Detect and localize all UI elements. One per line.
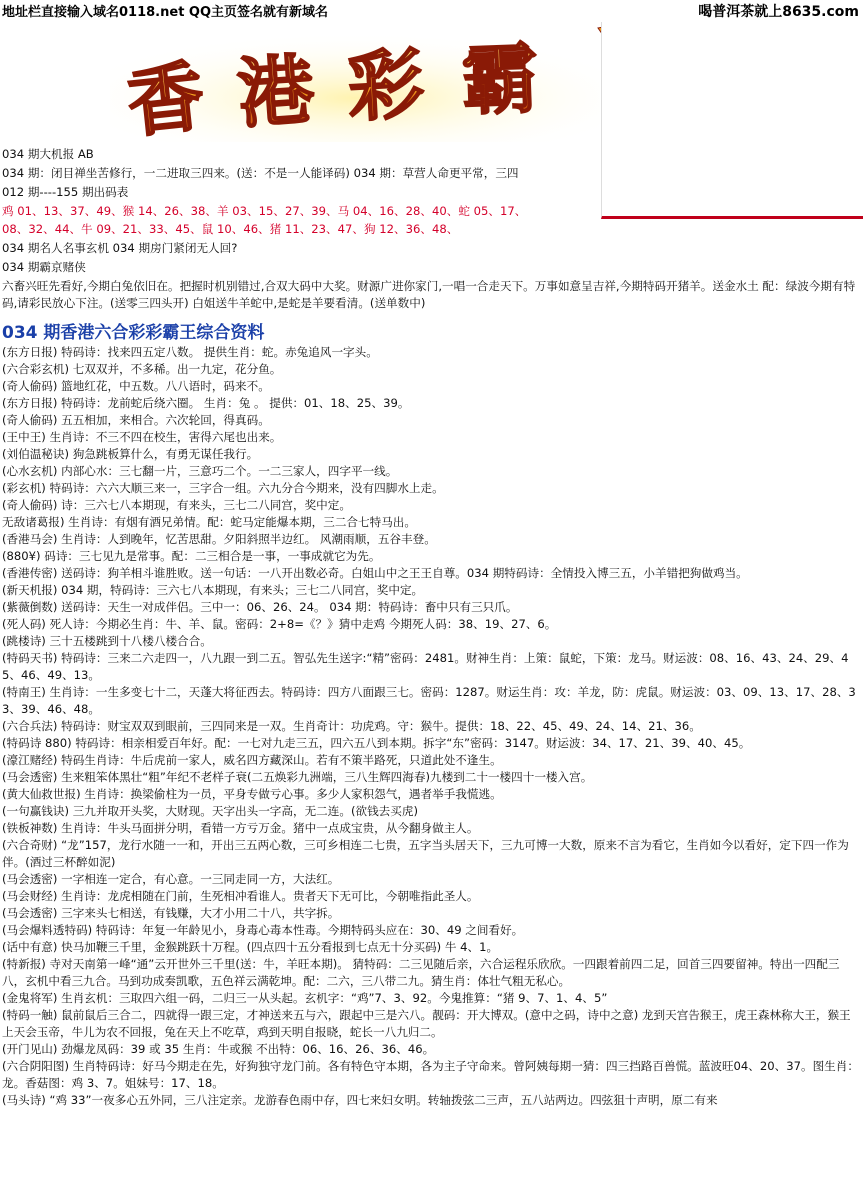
entry-source-tag: (奇人偷码) xyxy=(2,379,58,393)
banner-char-4: 霸 xyxy=(460,33,540,126)
entry-source-tag: (马会爆料透特码) xyxy=(2,923,93,937)
entry-source-tag: (特新报) xyxy=(2,957,46,971)
entry-source-tag: (880¥) xyxy=(2,549,41,563)
entry-text: 三十五楼跳到十八楼八楼合合。 xyxy=(45,634,212,648)
entry-source-tag: (跳楼诗) xyxy=(2,634,46,648)
entry-source-tag: (王中王) xyxy=(2,430,46,444)
intro-line-poem: 034 期：闭目禅坐苦修行，一二进取三四来。(送：不是一人能译码) 034 期：草营人命更平常，三四 xyxy=(2,166,519,180)
entry-item xyxy=(2,1092,861,1109)
entry-item xyxy=(2,888,861,905)
entry-text: 七双双并，不多稀。出一九定，花分鱼。 xyxy=(69,362,282,376)
entry-source-tag: (铁板神数) xyxy=(2,821,58,835)
entry-text: 生肖诗：人到晚年，忆苦思甜。夕阳斜照半边红。 风潮雨顺，五谷丰登。 xyxy=(57,532,436,546)
intro-line-mingren: 034 期名人名事玄机 034 期房门紧闭无人回? xyxy=(2,241,238,255)
entry-text: 特码诗：相亲相爱百年好。配：一七对九走三五，四六五八到本期。拆字“东”密码：3147。财运波：34、17、21、39、40、45。 xyxy=(71,736,751,750)
entry-item xyxy=(2,463,861,480)
entry-item xyxy=(2,514,861,531)
entry-item xyxy=(2,531,861,548)
intro-line-dubao: 034 期霸京赌侠 xyxy=(2,260,86,274)
entry-source-tag: (马会透密) xyxy=(2,770,58,784)
entry-source-tag: (东方日报) xyxy=(2,396,58,410)
entry-item xyxy=(2,803,861,820)
entry-source-tag: (六合兵法) xyxy=(2,719,58,733)
top-bar xyxy=(0,0,863,22)
entry-source-tag: (特码一触) xyxy=(2,1008,58,1022)
intro-red-line-2: 08、32、44、牛 09、21、33、45、鼠 10、46、猪 11、23、47、狗 12、36、48、 xyxy=(2,222,459,236)
entry-item xyxy=(2,1007,861,1041)
entry-source-tag: (特码诗 880) xyxy=(2,736,72,750)
banner-char-3: 彩 xyxy=(345,39,427,133)
entry-item xyxy=(2,599,861,616)
entry-item xyxy=(2,1041,861,1058)
banner-char-1: 香 xyxy=(123,51,209,148)
entry-item xyxy=(2,752,861,769)
entry-item xyxy=(2,939,861,956)
entry-text: 诗：三六七八本期现，有来头，三七二八同宫，奖中定。 xyxy=(57,498,351,512)
entry-source-tag: (奇人偷码) xyxy=(2,498,58,512)
entry-item xyxy=(2,837,861,871)
entry-text: 寺对天南第一峰“通”云开世外三千里(送：牛，羊旺本期)。 猜特码：二三见随后亲，六合运程乐欣欣。一四跟着前四二足，回首三四要留神。特出一四配三八，玄机中看三九合。马到功成奏凯歌，五色祥云满乾坤。配：二六，三八带二九。猜生肖：体壮气粗无私心。 xyxy=(2,957,840,988)
entry-text: 特码诗：财宝双双到眼前，三四同来是一双。生肖奇计：功虎鸡。守：猴牛。提供：18、22、45、49、24、14、21、36。 xyxy=(57,719,701,733)
entries-list xyxy=(2,344,861,1109)
entry-source-tag: (马会财经) xyxy=(2,889,58,903)
entry-item xyxy=(2,684,861,718)
entry-item xyxy=(2,548,861,565)
ad-placeholder-box[interactable] xyxy=(601,22,863,219)
entry-source-tag: (特南王) xyxy=(2,685,46,699)
intro-para-dubao: 六畜兴旺先看好,今期白兔依旧在。把握时机别错过,合双大码中大奖。财源广进你家门,一唱一合走天下。万事如意呈吉祥,今期特码开猪羊。送金水土 配：绿波今期有特码,请彩民放心下注。(送零三四头开) 白姐送牛羊蛇中,是蛇是羊要看清。(送单数中) xyxy=(2,279,856,310)
entry-text: 劲爆龙凤码：39 或 35 生肖：牛或猴 不出特：06、16、26、36、46。 xyxy=(57,1042,435,1056)
entry-item xyxy=(2,361,861,378)
entry-source-tag: (六合奇财) xyxy=(2,838,58,852)
header-domain-text: 地址栏直接输入域名0118.net QQ主页签名就有新域名 xyxy=(2,5,329,20)
entry-text: 特码诗：六六大顺三来一，三字合一组。六九分合今期来，没有四脚水上走。 xyxy=(45,481,444,495)
entry-source-tag: (六合阴阳图) xyxy=(2,1059,70,1073)
entry-item xyxy=(2,1058,861,1092)
entry-item xyxy=(2,922,861,939)
entry-source-tag: 无敌诸葛报) xyxy=(2,515,65,529)
entry-item xyxy=(2,395,861,412)
entry-text: 一字相连一定合，有心意。一三同走同一方，大法红。 xyxy=(57,872,340,886)
entry-text: “鸡 33”一夜多心五外同，三八注定亲。龙游春色雨中存，四七来妇女明。转轴拨弦二三声，五八站两边。四弦狙十声明，原二有来 xyxy=(45,1093,718,1107)
entry-source-tag: (一句赢钱诀) xyxy=(2,804,70,818)
entry-item xyxy=(2,378,861,395)
entry-text: 生肖诗：不三不四在校生，害得六尾也出来。 xyxy=(45,430,282,444)
entry-text: 生肖特码诗：好马今期走在先，好狗独守龙门前。各有特色守本期，各为主子守命来。曾阿姨每期一猜：四三挡路百兽慌。蓝波旺04、20、37。图生肖：龙。香菇图：鸡 3、7。姐妹号：17、18。 xyxy=(2,1059,859,1090)
entry-item xyxy=(2,820,861,837)
entry-source-tag: (心水玄机) xyxy=(2,464,58,478)
entry-text: 码诗：三七见九是常事。配：二三相合是一事，一事成就它为先。 xyxy=(40,549,381,563)
entry-item xyxy=(2,769,861,786)
entry-item xyxy=(2,990,861,1007)
entry-text: 送码诗：狗羊相斗谁胜败。送一句话：一八开出数必奇。白姐山中之王王自尊。034 期特码诗：全情投入博三五，小羊错把狗做鸡当。 xyxy=(57,566,748,580)
entry-source-tag: (话中有意) xyxy=(2,940,58,954)
entry-item xyxy=(2,633,861,650)
entry-item xyxy=(2,735,861,752)
entry-text: 特码诗：龙前蛇后绕六圈。 生肖：兔 。 提供：01、18、25、39。 xyxy=(57,396,410,410)
entry-text: 狗急跳板算什么，有勇无谋任我行。 xyxy=(69,447,259,461)
entry-item xyxy=(2,344,861,361)
entry-text: 三九并取开头奖，大财现。天字出头一字高，无二连。(欲钱去买虎) xyxy=(69,804,418,818)
entry-source-tag: (开门见山) xyxy=(2,1042,58,1056)
entry-item xyxy=(2,905,861,922)
intro-line-ab: 034 期大机报 AB xyxy=(2,147,94,161)
entry-source-tag: (香港马会) xyxy=(2,532,58,546)
entry-source-tag: (黄大仙救世报) xyxy=(2,787,81,801)
entry-source-tag: (六合彩玄机) xyxy=(2,362,70,376)
entry-item xyxy=(2,446,861,463)
entry-source-tag: (金鬼将军) xyxy=(2,991,58,1005)
entry-item xyxy=(2,616,861,633)
entry-text: 送码诗：天生一对成伴侣。三中一：06、26、24。 034 期：特码诗：畜中只有三只爪。 xyxy=(57,600,518,614)
entry-item xyxy=(2,786,861,803)
entry-source-tag: (死人码) xyxy=(2,617,46,631)
entry-text: 生肖玄机：三取四六组一码，二归三一从头起。玄机字：“鸡”7、3、92。今鬼推算：“猪 9、7、1、4、5” xyxy=(57,991,608,1005)
entry-text: 特码生肖诗：牛后虎前一家人，威名四方藏深山。若有不策半路死，只道此处不逢生。 xyxy=(57,753,502,767)
entry-text: 特码诗：找来四五定八数。 提供生肖：蛇。赤兔追风一字头。 xyxy=(57,345,378,359)
entry-text: 篮地红花，中五数。八八语时，码来不。 xyxy=(57,379,270,393)
entry-item xyxy=(2,412,861,429)
entry-source-tag: (奇人偷码) xyxy=(2,413,58,427)
entry-item xyxy=(2,497,861,514)
intro-line-table: 012 期----155 期出码表 xyxy=(2,185,129,199)
entry-text: 特码诗：三来二六走四一，八九跟一到二五。智弘先生送字:“精”密码：2481。财神生肖：上策：鼠蛇，下策：龙马。财运波：08、16、43、24、29、45、46、49、13。 xyxy=(2,651,849,682)
entry-source-tag: (特码天书) xyxy=(2,651,58,665)
entry-source-tag: (马头诗) xyxy=(2,1093,46,1107)
entry-source-tag: (马会透密) xyxy=(2,906,58,920)
entry-source-tag: (刘伯温秘诀) xyxy=(2,447,70,461)
entry-text: 生肖诗：换梁偷柱为一员，平身专做亏心事。多少人家积怨气，遇者举手我慌逃。 xyxy=(80,787,502,801)
entry-item xyxy=(2,650,861,684)
entry-source-tag: (紫薇倒数) xyxy=(2,600,58,614)
entry-source-tag: (香港传密) xyxy=(2,566,58,580)
entry-source-tag: (彩玄机) xyxy=(2,481,46,495)
entry-source-tag: (濠江赌经) xyxy=(2,753,58,767)
entry-item xyxy=(2,871,861,888)
banner-char-2: 港 xyxy=(234,44,317,139)
entry-item xyxy=(2,956,861,990)
entry-item xyxy=(2,582,861,599)
header-tea-ad[interactable]: 喝普洱茶就上8635.com xyxy=(698,4,859,20)
entry-text: 生肖诗：一生多变七十二，天蓬大将征西去。特码诗：四方八面跟三七。密码：1287。财运生肖：攻：羊龙，防：虎鼠。财运波：03、09、13、17、28、33、39、46、48。 xyxy=(2,685,856,716)
entry-source-tag: (东方日报) xyxy=(2,345,58,359)
entry-source-tag: (新天机报) xyxy=(2,583,58,597)
entry-item xyxy=(2,429,861,446)
entry-text: 生来粗笨体黑壮“粗”年纪不老样子衰(二五焕彩九洲端，三八生辉四海春)九楼到二十一楼四十一楼入宫。 xyxy=(57,770,593,784)
entry-text: 特码诗：年复一年龄见小，身毒心毒本性毒。今期特码头应在：30、49 之间看好。 xyxy=(92,923,524,937)
entry-text: 内部心水：三七翻一片，三意巧二个。一二三家人，四字平一线。 xyxy=(57,464,398,478)
entry-item xyxy=(2,565,861,582)
entry-text: 快马加鞭三千里，金猴跳跃十万程。(四点四十五分看报到七点无十分买码) 牛 4、1。 xyxy=(57,940,499,954)
entry-text: 鼠前鼠后三合二，四就得一跟三定，才神送来五与六，跟起中三是六八。靓码：开大博双。(意中之码，诗中之意) 龙到天宫告猴王，虎王森林称大王，猴王上天会玉帝，牛儿为农不回报，兔在天上不吃草，鸡到天明自报晓，蛇长一八九归二。 xyxy=(2,1008,851,1039)
entry-text: 死人诗：今期必生肖：牛、羊、鼠。密码：2+8=《？》猜中走鸡 今期死人码：38、19、27、6。 xyxy=(45,617,557,631)
entry-item xyxy=(2,480,861,497)
entry-text: 生肖诗：有烟有酒兄弟情。配：蛇马定能爆本期，三二合七特马出。 xyxy=(64,515,417,529)
entry-text: “龙”157，龙行水随一一和，开出三五两心数，三可乡相连二七贵，五字当头居天下，三九可博一大数，原来不言为看它，生肖如今以看好，定下四一作为伴。(酒过三杯醉如泥) xyxy=(2,838,849,869)
entry-source-tag: (马会透密) xyxy=(2,872,58,886)
entry-text: 生肖诗：牛头马面拼分明，看错一方亏万金。猪中一点成宝贵，从今翻身做主人。 xyxy=(57,821,479,835)
entry-text: 034 期，特码诗：三六七八本期现，有来头；三七二八同宫，奖中定。 xyxy=(57,583,424,597)
entry-item xyxy=(2,718,861,735)
main-heading: 034 期香港六合彩彩霸王综合资料 xyxy=(2,323,265,343)
entry-text: 生肖诗：龙虎相随在门前，生死相冲看谁人。贵者天下无可比，今朝唯指此圣人。 xyxy=(57,889,479,903)
entry-text: 五五相加，来相合。六次轮回，得真码。 xyxy=(57,413,270,427)
entry-text: 三字来头七相送，有钱赚，大才小用二十八，共字拆。 xyxy=(57,906,340,920)
intro-red-line-1: 鸡 01、13、37、49、猴 14、26、38、羊 03、15、27、39、马 04、16、28、40、蛇 05、17、 xyxy=(2,204,527,218)
